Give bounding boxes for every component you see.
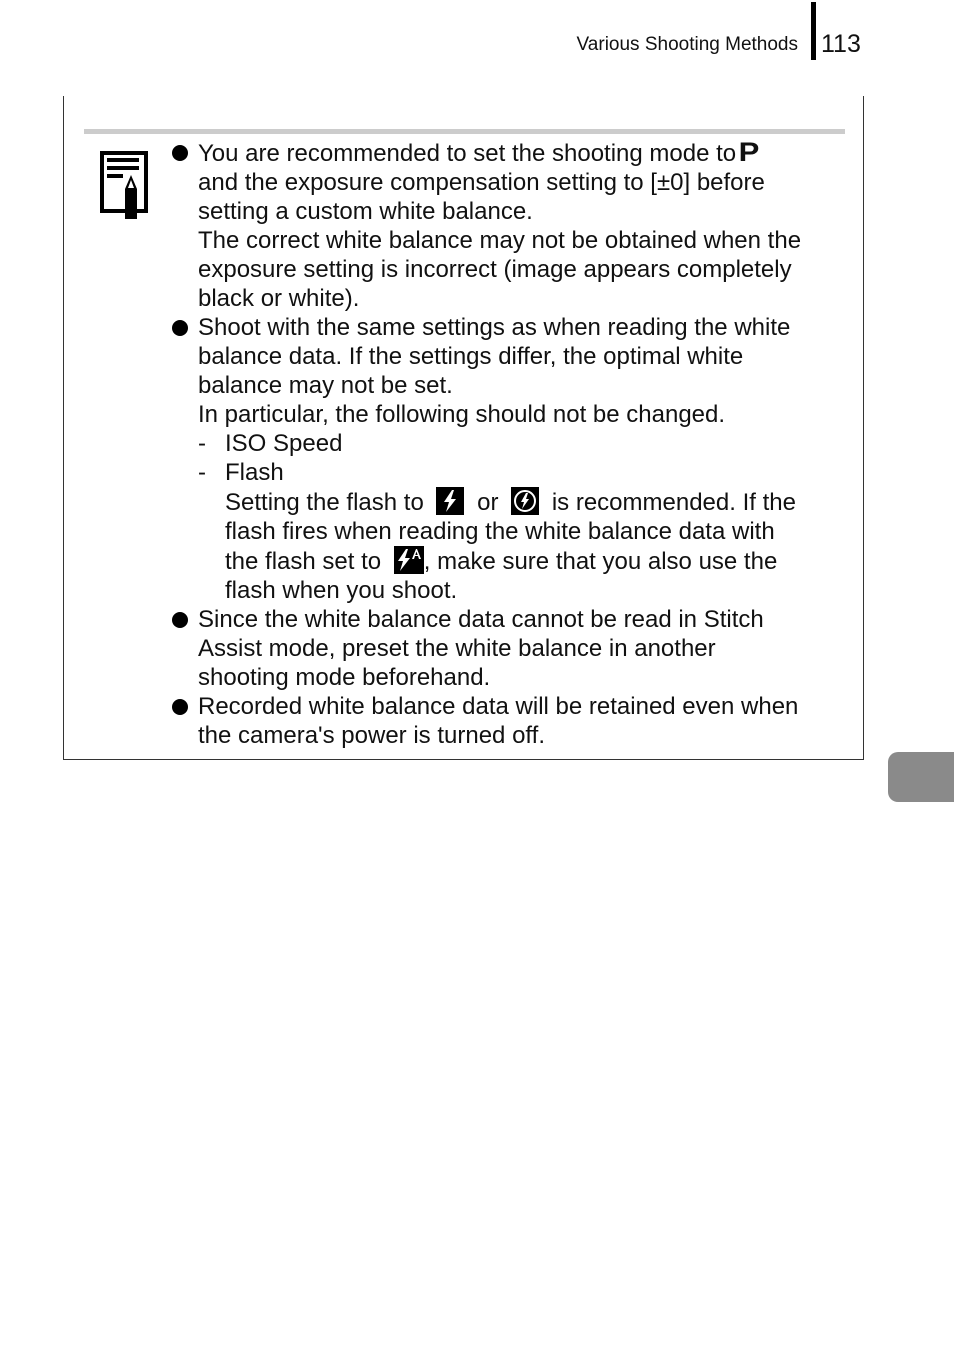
text-line: the flash set to , make sure that you also use the (225, 548, 778, 575)
text-line: flash when you shoot. (225, 577, 458, 604)
text-line: In particular, the following should not be changed. (198, 401, 726, 428)
text-line: exposure setting is incorrect (image appears completely (198, 256, 792, 283)
text-line: setting a custom white balance. (198, 198, 533, 225)
sub-list-item-iso (198, 429, 850, 458)
section-title: Various Shooting Methods (576, 34, 798, 55)
text-line: black or white). (198, 285, 360, 312)
bullet-dot (172, 320, 188, 336)
bullet-dot (172, 699, 188, 715)
text-line: Flash (225, 459, 284, 486)
dash-mark: - (198, 459, 206, 486)
note-content (170, 138, 850, 750)
text-line: The correct white balance may not be obtained when the (198, 227, 802, 254)
flash-on-icon (436, 487, 464, 515)
text-line: ISO Speed (225, 430, 343, 457)
header-divider (811, 2, 816, 60)
list-item (170, 138, 850, 313)
text-line: balance data. If the settings differ, the optimal white (198, 343, 744, 370)
red-eye-reduction-icon (511, 487, 539, 515)
page-number: 113 (821, 30, 861, 58)
text-line: shooting mode beforehand. (198, 664, 491, 691)
list-item (170, 605, 850, 692)
text-line: the camera's power is turned off. (198, 722, 545, 749)
text-line: Assist mode, preset the white balance in another (198, 635, 716, 662)
list-item (170, 692, 850, 750)
text-line: Shoot with the same settings as when reading the white (198, 314, 791, 341)
text-line: Since the white balance data cannot be read in Stitch (198, 606, 764, 633)
flash-auto-icon (394, 546, 424, 574)
chapter-side-tab (888, 752, 954, 802)
text-line: You are recommended to set the shooting mode toP (198, 137, 760, 167)
text-line: and the exposure compensation setting to [±0] before (198, 169, 765, 196)
memo-pencil-icon (98, 149, 152, 221)
dash-mark: - (198, 430, 206, 457)
list-item (170, 313, 850, 605)
text-line: Setting the flash to or is recommended. If the (225, 489, 796, 516)
sub-list-item-flash (198, 458, 850, 605)
note-top-rule (84, 129, 845, 134)
program-mode-icon: P (738, 137, 760, 167)
text-line: balance may not be set. (198, 372, 453, 399)
bullet-dot (172, 145, 188, 161)
text-line: flash fires when reading the white balance data with (225, 518, 775, 545)
bullet-dot (172, 612, 188, 628)
text-line: Recorded white balance data will be retained even when (198, 693, 799, 720)
